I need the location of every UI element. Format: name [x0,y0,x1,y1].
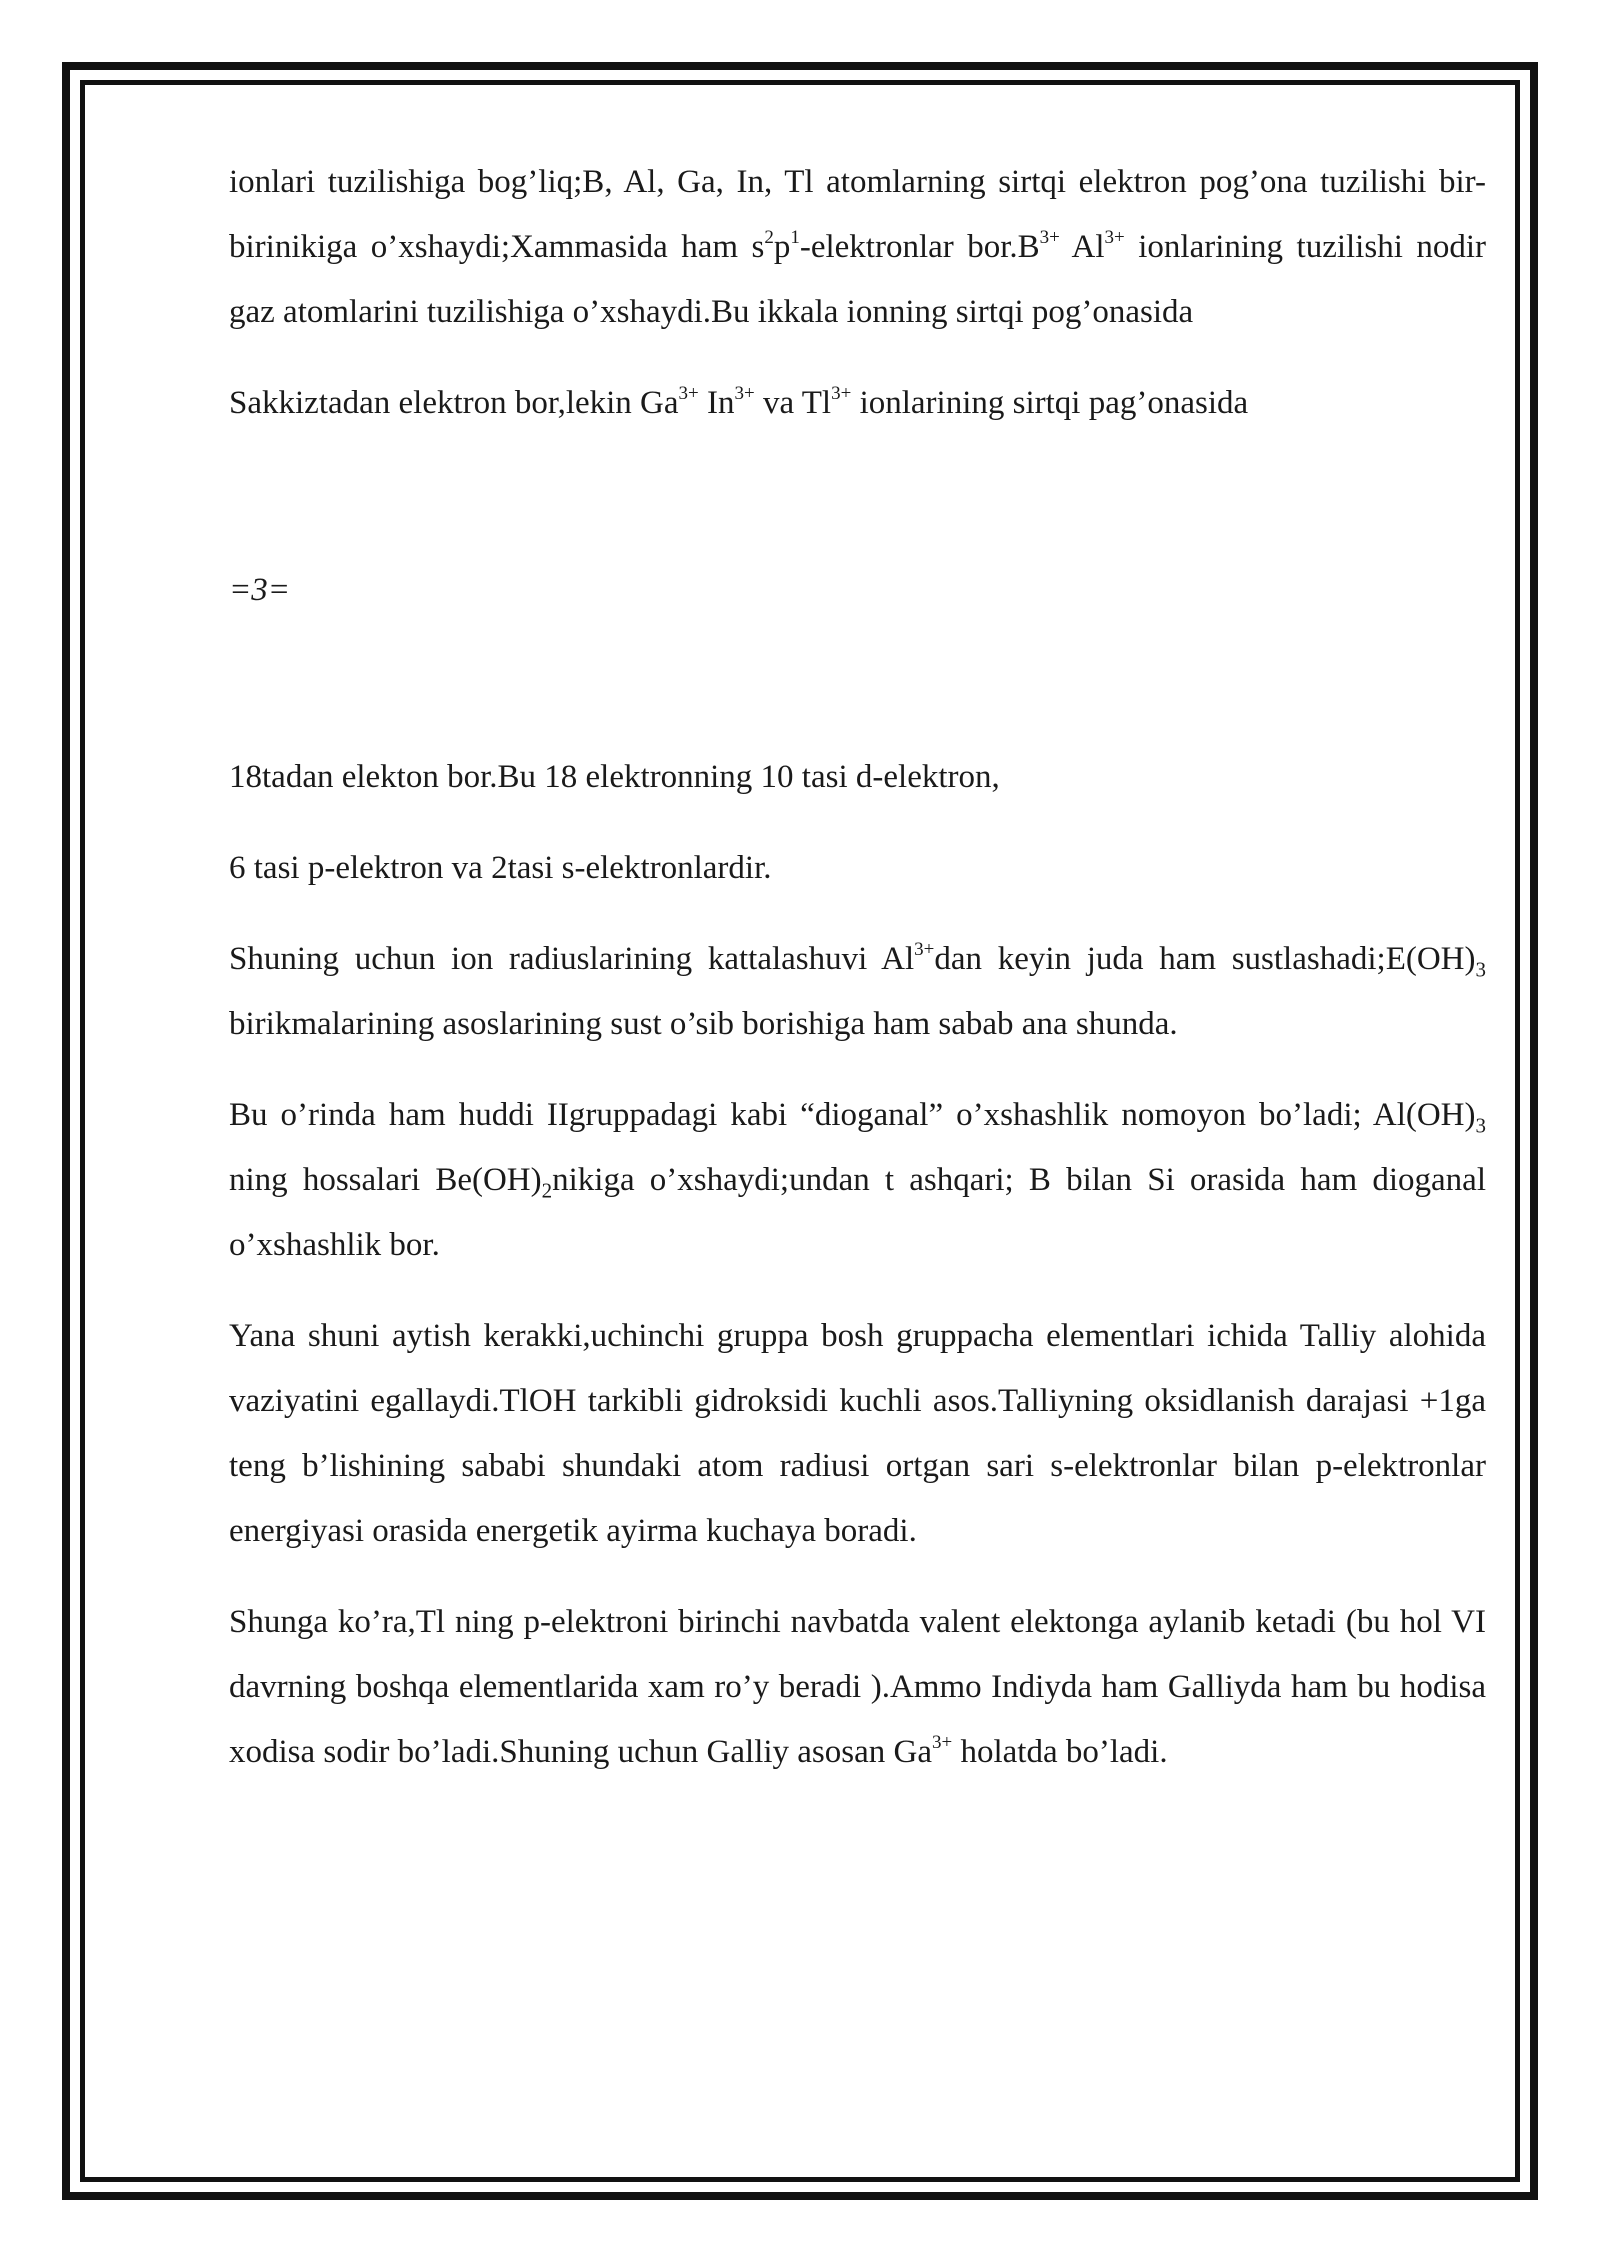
text-run: Yana shuni aytish kerakki,uchinchi gruppa bosh gruppacha elementlari ichida Talliy alohida vaziyatini egallaydi.TlOH tarkibli gidroksidi kuchli asos.Talliyning oksidlanish darajasi +1ga teng b’lishining sababi shundaki atom radiusi ortgan sari s-elektronlar bilan p-elektronlar energiyasi orasida energetik ayirma kuchaya boradi. [229,1318,1486,1549]
subscript: 3 [1475,1113,1486,1138]
text-run: birikmalarining asoslarining sust o’sib borishiga ham sabab ana shunda. [229,1006,1178,1042]
subscript: 3 [1475,957,1487,982]
superscript: 3+ [1104,227,1125,248]
text-run: ionlarining sirtqi pag’onasida [851,385,1249,421]
paragraph-5 [229,927,1486,1057]
text-run: ning hossalari Be(OH) [229,1162,542,1198]
text-run: p [773,229,791,265]
text-run: ionlari tuzilishiga bog’liq;B, Al, Ga, In, Tl atomlarning sirtqi elektron pog’ona tuzilishi bir-birinikiga o’xshaydi;Xammasida ham s [229,164,1486,265]
superscript: 3+ [932,1732,953,1753]
superscript: 3+ [831,383,852,404]
text-run: Bu o’rinda ham huddi IIgruppadagi kabi “dioganal” o’xshashlik nomoyon bo’ladi; Al(OH) [229,1097,1476,1133]
page-number: =3= [229,572,291,608]
text-run: va Tl [754,385,832,421]
document-body [229,150,1486,1811]
superscript: 3+ [678,383,699,404]
superscript: 3+ [1039,227,1060,248]
subscript: 2 [541,1178,553,1203]
superscript: 3+ [914,939,935,960]
text-run: Sakkiztadan elektron bor,lekin Ga [229,385,679,421]
text-run: 6 tasi p-elektron va 2tasi s-elektronlardir. [229,850,772,886]
paragraph-7 [229,1304,1486,1564]
paragraph-1 [229,150,1486,345]
text-run: Shunga ko’ra,Tl ning p-elektroni birinchi navbatda valent elektonga aylanib ketadi (bu hol VI davrning boshqa elementlarida xam ro’y beradi ).Ammo Indiyda ham Galliyda ham bu hodisa xodisa sodir bo’ladi.Shuning uchun Galliy asosan Ga [229,1604,1486,1770]
paragraph-3 [229,745,1486,810]
text-run: Shuning uchun ion radiuslarining kattalashuvi Al [229,941,915,977]
paragraph-2 [229,371,1486,436]
text-run: Al [1059,229,1105,265]
superscript: 1 [790,227,800,248]
paragraph-6 [229,1083,1486,1278]
paragraph-4 [229,836,1486,901]
text-run: nikiga o’xshaydi;undan t ashqari; B bilan Si orasida ham dioganal o’xshashlik bor. [229,1162,1486,1263]
paragraph-8 [229,1590,1486,1785]
text-run: -elektronlar bor.B [799,229,1040,265]
text-run: ionlarining tuzilishi nodir gaz atomlarini tuzilishiga o’xshaydi.Bu ikkala ionning sirtqi pog’onasida [229,229,1486,330]
text-run: 18tadan elekton bor.Bu 18 elektronning 10 tasi d-elektron, [229,759,1000,795]
text-run: holatda bo’ladi. [952,1734,1168,1770]
text-run: dan keyin juda ham sustlashadi;E(OH) [934,941,1476,977]
superscript: 3+ [734,383,755,404]
text-run: In [698,385,735,421]
superscript: 2 [764,227,774,248]
